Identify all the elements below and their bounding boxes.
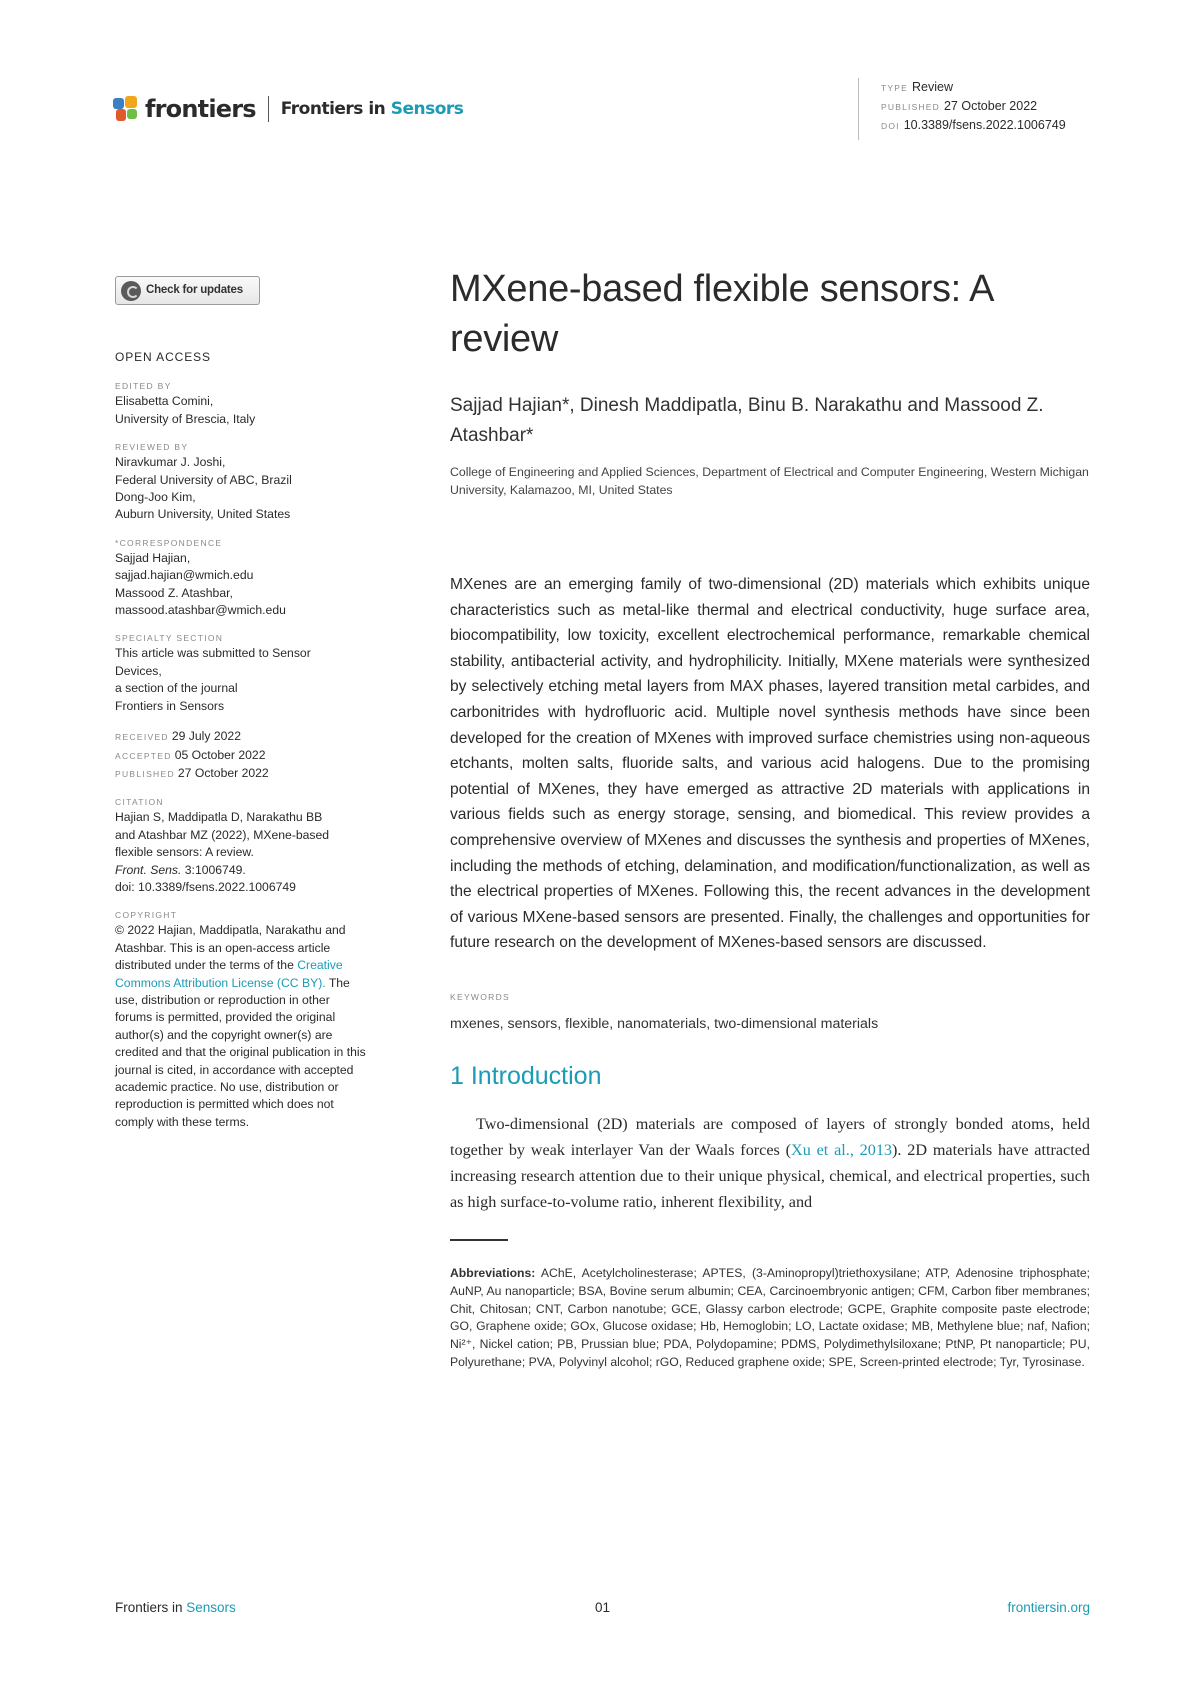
email-link[interactable]: sajjad.hajian@wmich.edu [115, 568, 254, 583]
cc-by-license-link[interactable]: Creative Commons Attribution License (CC BY). [115, 958, 343, 990]
reviewed-by: Niravkumar J. Joshi, Federal University of ABC, Brazil Dong-Joo Kim, Auburn University, United States [115, 455, 292, 522]
abstract: MXenes are an emerging family of two-dimensional (2D) materials which exhibits unique characteristics such as metal-like thermal and electrical conductivity, huge surface area, biocompatibility, low toxicity, excellent electrochemical performance, remarkable chemical stability, antibacterial activity, and hydrophilicity. Initially, MXene materials were synthesized by selectively etching metal layers from MAX phases, layered transition metal carbides, and carbonitrides with hydrofluoric acid. Multiple novel synthesis methods have since been developed for the creation of MXenes with improved surface chemistries using non-aqueous etchants, molten salts, fluoride salts, and various acid halogens. Due to the promising potential of MXenes, they have emerged as attractive 2D materials with applications in various fields such as energy storage, sensing, and biomedical. This review provides a comprehensive overview of MXenes and discusses the synthesis and properties of MXenes, including the methods of etching, delamination, and modification/functionalization, as well as the electrical properties of MXenes. Following this, the recent advances in the development of various MXene-based sensors are presented. Finally, the challenges and opportunities for future research on the development of MXenes-based sensors are discussed. [450, 576, 1090, 952]
publisher-name: frontiers [145, 95, 256, 123]
refresh-icon [121, 281, 141, 301]
footer-site-link[interactable]: frontiersin.org [1007, 1600, 1090, 1615]
footer-journal: Frontiers in Sensors [115, 1600, 236, 1615]
article-sidebar [115, 276, 370, 1131]
abbreviations-footnote: Abbreviations: AChE, Acetylcholinesterase; APTES, (3-Aminopropyl)triethoxysilane; ATP, Adenosine triphosphate; AuNP, Au nanoparticle; BSA, Bovine serum albumin; CEA, Carcinoembryonic antigen; CFM, Carbon fiber membranes; Chit, Chitosan; CNT, Carbon nanotube; GCE, Glassy carbon electrode; GCPE, Graphite composite paste electrode; GO, Graphene oxide; GOx, Glucose oxidase; Hb, Hemoglobin; LO, Lactate oxidase; MB, Methylene blue; naf, Nafion; Ni²⁺, Nickel cation; PB, Prussian blue; PDA, Polydopamine; PDMS, Polydimethylsiloxane; PtNP, Pt nanoparticle; PU, Polyurethane; PVA, Polyvinyl alcohol; rGO, Reduced graphene oxide; SPE, Screen-printed electrode; Tyr, Tyrosinase. [450, 1265, 1090, 1369]
specialty-section-label: SPECIALTY SECTION [115, 633, 224, 644]
correspondence-label: *CORRESPONDENCE [115, 537, 223, 548]
article-main [450, 264, 1090, 1372]
keywords-label: KEYWORDS [450, 991, 510, 1002]
logo-divider [268, 96, 269, 122]
keywords: mxenes, sensors, flexible, nanomaterials, two-dimensional materials [450, 1015, 879, 1032]
accepted-date: ACCEPTED 05 October 2022 [115, 747, 266, 762]
received-date: RECEIVED 29 July 2022 [115, 729, 241, 744]
citation-doi[interactable]: doi: 10.3389/fsens.2022.1006749 [115, 879, 296, 894]
section-heading-introduction: 1 Introduction [450, 1061, 602, 1090]
copyright-text: © 2022 Hajian, Maddipatla, Narakathu and Atashbar. This is an open-access article distributed under the terms of the Creative Commons Attribution License (CC BY). The use, distribution or reproduction in other forums is permitted, provided the original author(s) and the copyright owner(s) are credited and that the original publication in this journal is cited, in accordance with accepted academic practice. No use, distribution or reproduction is permitted which does not comply with these terms. [115, 923, 366, 1129]
citation-label: CITATION [115, 797, 164, 808]
article-title: MXene-based flexible sensors: A review [450, 268, 993, 360]
article-meta [858, 78, 1066, 140]
author-affiliation: College of Engineering and Applied Sciences, Department of Electrical and Computer Engineering, Western Michigan University, Kalamazoo, MI, United States [450, 465, 1089, 497]
specialty-section: This article was submitted to Sensor Devices, a section of the journal Frontiers in Sensors [115, 646, 311, 713]
correspondence: Sajjad Hajian, sajjad.hajian@wmich.edu Massood Z. Atashbar, massood.atashbar@wmich.edu [115, 550, 370, 620]
edited-by-label: EDITED BY [115, 381, 172, 392]
frontiers-logo[interactable] [113, 92, 463, 126]
check-for-updates-button[interactable]: Check for updates [115, 276, 260, 305]
article-dates [115, 728, 370, 783]
edited-by: Elisabetta Comini, University of Brescia, Italy [115, 394, 256, 426]
journal-name: Frontiers in Sensors [280, 99, 464, 119]
article-doi[interactable]: DOI 10.3389/fsens.2022.1006749 [881, 118, 1066, 132]
frontiers-logo-icon [113, 96, 139, 122]
introduction-paragraph: Two-dimensional (2D) materials are composed of layers of strongly bonded atoms, held together by weak interlayer Van der Waals forces (Xu et al., 2013). 2D materials have attracted increasing research attention due to their unique physical, chemical, and electrical properties, such as high surface-to-volume ratio, inherent flexibility, and [450, 1114, 1091, 1211]
page-footer [115, 1600, 1090, 1620]
published-date: PUBLISHED 27 October 2022 [115, 765, 269, 780]
footnote-divider [450, 1239, 508, 1241]
article-published: PUBLISHED 27 October 2022 [881, 99, 1038, 113]
citation: Hajian S, Maddipatla D, Narakathu BB and Atashbar MZ (2022), MXene-based flexible sensors: A review. Front. Sens. 3:1006749. doi: 10.3389/fsens.2022.1006749 [115, 809, 370, 896]
page-number: 01 [594, 1600, 611, 1615]
reviewed-by-label: REVIEWED BY [115, 442, 189, 453]
open-access-label: OPEN ACCESS [115, 350, 211, 364]
article-authors: Sajjad Hajian*, Dinesh Maddipatla, Binu B. Narakathu and Massood Z. Atashbar* [450, 395, 1044, 446]
article-type: TYPE Review [881, 80, 954, 94]
copyright-label: COPYRIGHT [115, 910, 178, 921]
reference-link[interactable]: Xu et al., 2013 [791, 1140, 893, 1159]
email-link[interactable]: massood.atashbar@wmich.edu [115, 603, 286, 618]
